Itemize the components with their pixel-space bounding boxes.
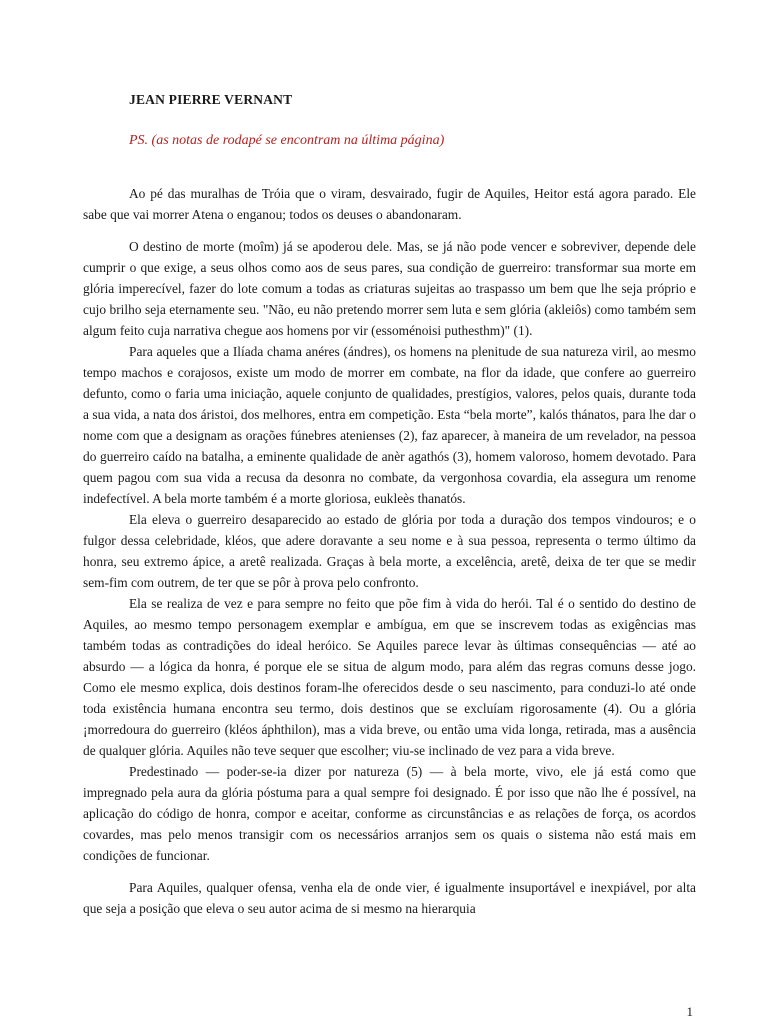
paragraph: Ela se realiza de vez e para sempre no feito que põe fim à vida do herói. Tal é o sentido do destino de Aquiles, ao mesmo tempo personagem exemplar e ambígua, em que se inscrevem todas as exigências mas também todas as contradições do ideal heróico. Se Aquiles parece levar às últimas consequências — até ao absurdo — a lógica da honra, é porque ele se situa de algum modo, para além das regras comuns desse jogo. Como ele mesmo explica, dois destinos foram-lhe oferecidos desde o seu nascimento, para conduzi-lo até onde toda existência humana encontra seu termo, dois destinos que se excluíam rigorosamente (4). Ou a glória ¡morredoura do guerreiro (kléos áphthilon), mas a vida breve, ou então uma vida longa, retirada, mas a ausência de qualquer glória. Aquiles não teve sequer que escolher; viu-se inclinado de vez para a vida breve.	[83, 596, 696, 758]
page-number: 1	[686, 1004, 693, 1019]
author-heading: JEAN PIERRE VERNANT	[129, 92, 293, 107]
paragraph: Para Aquiles, qualquer ofensa, venha ela de onde vier, é igualmente insuportável e inexpiável, por alta que seja a posição que eleva o seu autor acima de si mesmo na hierarquia	[83, 880, 696, 916]
paragraph: O destino de morte (moîm) já se apoderou dele. Mas, se já não pode vencer e sobreviver, depende dele cumprir o que exige, a seus olhos como aos de seus pares, sua condição de guerreiro: transformar sua morte em glória imperecível, fazer do lote comum a todas as criaturas sujeitas ao traspasso um bem que lhe seja próprio e cujo brilho seja eternamente seu. "Não, eu não pretendo morrer sem luta e sem glória (akleiôs) como também sem algum feito cuja narrativa chegue aos homens por vir (essoménoisi puthesthm)" (1).	[83, 239, 696, 338]
paragraph: Ao pé das muralhas de Tróia que o viram, desvairado, fugir de Aquiles, Heitor está agora parado. Ele sabe que vai morrer Atena o enganou; todos os deuses o abandonaram.	[83, 186, 696, 222]
paragraph: Ela eleva o guerreiro desaparecido ao estado de glória por toda a duração dos tempos vindouros; e o fulgor dessa celebridade, kléos, que adere doravante a seu nome e à sua pessoa, representa o termo último da honra, seu extremo ápice, a aretê realizada. Graças à bela morte, a excelência, aretê, deixa de ter que se medir sem-fim com outrem, de ter que se pôr à prova pelo confronto.	[83, 512, 696, 590]
paragraph: Predestinado — poder-se-ia dizer por natureza (5) — à bela morte, vivo, ele já está como que impregnado pela aura da glória póstuma para a qual sempre foi designado. É por isso que não lhe é possível, na aplicação do código de honra, compor e aceitar, conforme as circunstâncias e as relações de força, os acordos covardes, mas pelo menos transigir com os necessários arranjos sem os quais o sistema não está mais em condições de funcionar.	[83, 764, 696, 863]
paragraph: Para aqueles que a Ilíada chama anéres (ándres), os homens na plenitude de sua natureza viril, ao mesmo tempo machos e corajosos, existe um modo de morrer em combate, na flor da idade, que confere ao guerreiro defunto, como o faria uma iniciação, aquele conjunto de qualidades, prestígios, valores, pelos quais, durante toda a sua vida, a nata dos áristoi, dos melhores, entra em competição. Esta “bela morte”, kalós thánatos, para lhe dar o nome com que a designam as orações fúnebres atenienses (2), faz aparecer, à maneira de um revelador, na pessoa do guerreiro caído na batalha, a eminente qualidade de anèr agathós (3), homem valoroso, homem devotado. Para quem pagou com sua vida a recusa da desonra no combate, da vergonhosa covardia, ela assegura um renome indefectível. A bela morte também é a morte gloriosa, eukleès thanatós.	[83, 344, 696, 506]
footnote-note: PS. (as notas de rodapé se encontram na última página)	[129, 133, 445, 148]
body-text	[83, 183, 696, 919]
